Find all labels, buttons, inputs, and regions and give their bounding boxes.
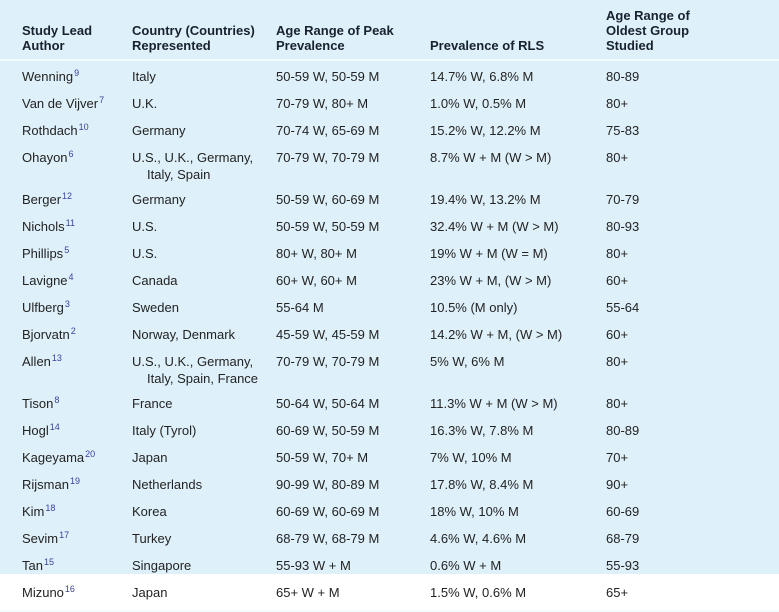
- country-cell: [132, 95, 276, 114]
- age-oldest-cell: 60+: [606, 327, 629, 342]
- table-row: [22, 91, 769, 118]
- age-peak-cell: 50-64 W, 50-64 M: [276, 396, 380, 411]
- table-row: [22, 349, 769, 391]
- prevalence-cell: 15.2% W, 12.2% M: [430, 123, 541, 138]
- age-peak-cell: 55-93 W + M: [276, 558, 351, 573]
- author-name: Wenning: [22, 69, 74, 84]
- table-row: [22, 118, 769, 145]
- prevalence-cell: 0.6% W + M: [430, 558, 502, 573]
- country-line: U.K.: [132, 96, 158, 111]
- author-reference-number: 6: [68, 149, 74, 159]
- author-name: Berger: [22, 192, 62, 207]
- country-cell: [132, 218, 276, 237]
- age-peak-cell: 45-59 W, 45-59 M: [276, 327, 380, 342]
- header-country-represented: Country (Countries) Represented: [132, 23, 255, 53]
- country-line: Netherlands: [132, 477, 203, 492]
- header-prevalence-of-rls: Prevalence of RLS: [430, 38, 545, 53]
- country-line: Japan: [132, 450, 168, 465]
- age-oldest-cell: 80-93: [606, 219, 640, 234]
- author-cell: [22, 68, 132, 87]
- author-name: Van de Vijver: [22, 96, 99, 111]
- author-cell: [22, 245, 132, 264]
- country-cell: [132, 326, 276, 345]
- author-reference-number: 20: [85, 449, 96, 459]
- author-cell: [22, 557, 132, 576]
- author-name: Lavigne: [22, 273, 68, 288]
- age-oldest-cell: 90+: [606, 477, 629, 492]
- prevalence-cell: 19.4% W, 13.2% M: [430, 192, 541, 207]
- country-cell: [132, 353, 276, 387]
- table-row: [22, 64, 769, 91]
- country-cell: [132, 422, 276, 441]
- author-name: Hogl: [22, 423, 49, 438]
- author-cell: [22, 95, 132, 114]
- age-peak-cell: 50-59 W, 60-69 M: [276, 192, 380, 207]
- author-reference-number: 16: [64, 584, 75, 594]
- country-line: Sweden: [132, 300, 179, 315]
- prevalence-cell: 5% W, 6% M: [430, 354, 505, 369]
- age-peak-cell: 70-79 W, 80+ M: [276, 96, 369, 111]
- country-line: Singapore: [132, 558, 192, 573]
- country-line: U.S., U.K., Germany,: [132, 354, 254, 369]
- age-peak-cell: 65+ W + M: [276, 585, 340, 600]
- author-name: Rijsman: [22, 477, 69, 492]
- country-line: U.S., U.K., Germany,: [132, 150, 254, 165]
- author-reference-number: 3: [64, 299, 70, 309]
- prevalence-cell: 1.5% W, 0.6% M: [430, 585, 527, 600]
- author-cell: [22, 122, 132, 141]
- prevalence-cell: 8.7% W + M (W > M): [430, 150, 552, 165]
- author-cell: [22, 326, 132, 345]
- author-reference-number: 9: [74, 68, 80, 78]
- age-peak-cell: 70-79 W, 70-79 M: [276, 150, 380, 165]
- header-study-lead-author: Study Lead Author: [22, 23, 93, 53]
- table-row: [22, 268, 769, 295]
- prevalence-cell: 11.3% W + M (W > M): [430, 396, 558, 411]
- author-name: Mizuno: [22, 585, 64, 600]
- author-name: Bjorvatn: [22, 327, 70, 342]
- header-age-range-oldest-group: Age Range of Oldest Group Studied: [606, 8, 690, 53]
- country-cell: [132, 245, 276, 264]
- author-name: Nichols: [22, 219, 65, 234]
- age-oldest-cell: 55-93: [606, 558, 640, 573]
- author-reference-number: 10: [78, 122, 89, 132]
- table-row: [22, 214, 769, 241]
- table-row: [22, 295, 769, 322]
- author-reference-number: 13: [51, 353, 62, 363]
- author-cell: [22, 191, 132, 210]
- country-line: Korea: [132, 504, 167, 519]
- country-line: Italy, Spain: [147, 167, 211, 182]
- author-cell: [22, 299, 132, 318]
- author-reference-number: 19: [69, 476, 80, 486]
- age-peak-cell: 50-59 W, 70+ M: [276, 450, 369, 465]
- age-peak-cell: 60-69 W, 60-69 M: [276, 504, 380, 519]
- country-line: Italy (Tyrol): [132, 423, 197, 438]
- author-cell: [22, 353, 132, 387]
- country-line: U.S.: [132, 219, 158, 234]
- author-name: Rothdach: [22, 123, 78, 138]
- country-line: Canada: [132, 273, 178, 288]
- author-reference-number: 14: [49, 422, 60, 432]
- prevalence-cell: 10.5% (M only): [430, 300, 518, 315]
- country-line: Germany: [132, 192, 186, 207]
- author-cell: [22, 149, 132, 183]
- author-name: Kim: [22, 504, 45, 519]
- author-name: Tison: [22, 396, 54, 411]
- age-oldest-cell: 68-79: [606, 531, 640, 546]
- country-cell: [132, 122, 276, 141]
- table-row: [22, 553, 769, 580]
- country-line: Japan: [132, 585, 168, 600]
- country-cell: [132, 272, 276, 291]
- author-name: Ulfberg: [22, 300, 64, 315]
- prevalence-cell: 18% W, 10% M: [430, 504, 519, 519]
- country-cell: [132, 557, 276, 576]
- age-oldest-cell: 60-69: [606, 504, 640, 519]
- age-peak-cell: 70-74 W, 65-69 M: [276, 123, 380, 138]
- author-name: Ohayon: [22, 150, 68, 165]
- author-name: Kageyama: [22, 450, 85, 465]
- prevalence-cell: 32.4% W + M (W > M): [430, 219, 559, 234]
- age-oldest-cell: 70-79: [606, 192, 640, 207]
- header-age-range-peak-prevalence: Age Range of Peak Prevalence: [276, 23, 394, 53]
- country-cell: [132, 149, 276, 183]
- author-reference-number: 12: [62, 191, 73, 201]
- age-peak-cell: 55-64 M: [276, 300, 324, 315]
- table-row: [22, 472, 769, 499]
- author-cell: [22, 218, 132, 237]
- country-cell: [132, 476, 276, 495]
- author-cell: [22, 272, 132, 291]
- table-row: [22, 580, 769, 607]
- author-cell: [22, 530, 132, 549]
- table-row: [22, 445, 769, 472]
- country-cell: [132, 503, 276, 522]
- age-oldest-cell: 55-64: [606, 300, 640, 315]
- table-row: [22, 526, 769, 553]
- age-peak-cell: 50-59 W, 50-59 M: [276, 69, 380, 84]
- age-peak-cell: 80+ W, 80+ M: [276, 246, 357, 261]
- age-oldest-cell: 80+: [606, 246, 629, 261]
- author-name: Sevim: [22, 531, 59, 546]
- prevalence-cell: 4.6% W, 4.6% M: [430, 531, 527, 546]
- age-oldest-cell: 80+: [606, 396, 629, 411]
- age-oldest-cell: 60+: [606, 273, 629, 288]
- prevalence-cell: 1.0% W, 0.5% M: [430, 96, 527, 111]
- prevalence-cell: 16.3% W, 7.8% M: [430, 423, 534, 438]
- author-reference-number: 17: [59, 530, 70, 540]
- age-oldest-cell: 70+: [606, 450, 629, 465]
- table-body: [0, 61, 779, 607]
- author-cell: [22, 422, 132, 441]
- age-oldest-cell: 80+: [606, 96, 629, 111]
- table-row: [22, 187, 769, 214]
- prevalence-cell: 17.8% W, 8.4% M: [430, 477, 534, 492]
- author-cell: [22, 503, 132, 522]
- table-row: [22, 418, 769, 445]
- country-cell: [132, 395, 276, 414]
- age-peak-cell: 60+ W, 60+ M: [276, 273, 357, 288]
- prevalence-cell: 14.7% W, 6.8% M: [430, 69, 534, 84]
- age-peak-cell: 50-59 W, 50-59 M: [276, 219, 380, 234]
- table-row: [22, 241, 769, 268]
- age-peak-cell: 68-79 W, 68-79 M: [276, 531, 380, 546]
- country-line: Italy: [132, 69, 156, 84]
- country-cell: [132, 584, 276, 603]
- author-reference-number: 7: [99, 95, 105, 105]
- age-oldest-cell: 80-89: [606, 69, 640, 84]
- age-oldest-cell: 80+: [606, 354, 629, 369]
- table-row: [22, 322, 769, 349]
- author-reference-number: 2: [70, 326, 76, 336]
- country-cell: [132, 191, 276, 210]
- author-name: Allen: [22, 354, 51, 369]
- prevalence-cell: 19% W + M (W = M): [430, 246, 548, 261]
- author-reference-number: 4: [68, 272, 74, 282]
- country-line: Turkey: [132, 531, 172, 546]
- author-reference-number: 18: [45, 503, 56, 513]
- author-reference-number: 5: [64, 245, 70, 255]
- author-reference-number: 15: [43, 557, 54, 567]
- age-peak-cell: 60-69 W, 50-59 M: [276, 423, 380, 438]
- table-row: [22, 145, 769, 187]
- country-cell: [132, 68, 276, 87]
- country-cell: [132, 449, 276, 468]
- author-name: Phillips: [22, 246, 64, 261]
- age-oldest-cell: 80-89: [606, 423, 640, 438]
- prevalence-cell: 14.2% W + M, (W > M): [430, 327, 563, 342]
- country-cell: [132, 530, 276, 549]
- table-header-row: [0, 0, 779, 61]
- author-cell: [22, 584, 132, 603]
- prevalence-cell: 23% W + M, (W > M): [430, 273, 552, 288]
- country-line: Germany: [132, 123, 186, 138]
- author-reference-number: 11: [65, 218, 75, 228]
- author-cell: [22, 395, 132, 414]
- age-oldest-cell: 65+: [606, 585, 629, 600]
- author-reference-number: 8: [54, 395, 60, 405]
- prevalence-cell: 7% W, 10% M: [430, 450, 512, 465]
- author-cell: [22, 476, 132, 495]
- country-line: Norway, Denmark: [132, 327, 236, 342]
- age-peak-cell: 90-99 W, 80-89 M: [276, 477, 380, 492]
- table-row: [22, 391, 769, 418]
- country-line: U.S.: [132, 246, 158, 261]
- table-row: [22, 499, 769, 526]
- author-cell: [22, 449, 132, 468]
- country-line: Italy, Spain, France: [147, 371, 259, 386]
- age-peak-cell: 70-79 W, 70-79 M: [276, 354, 380, 369]
- country-cell: [132, 299, 276, 318]
- age-oldest-cell: 75-83: [606, 123, 640, 138]
- author-name: Tan: [22, 558, 43, 573]
- age-oldest-cell: 80+: [606, 150, 629, 165]
- country-line: France: [132, 396, 173, 411]
